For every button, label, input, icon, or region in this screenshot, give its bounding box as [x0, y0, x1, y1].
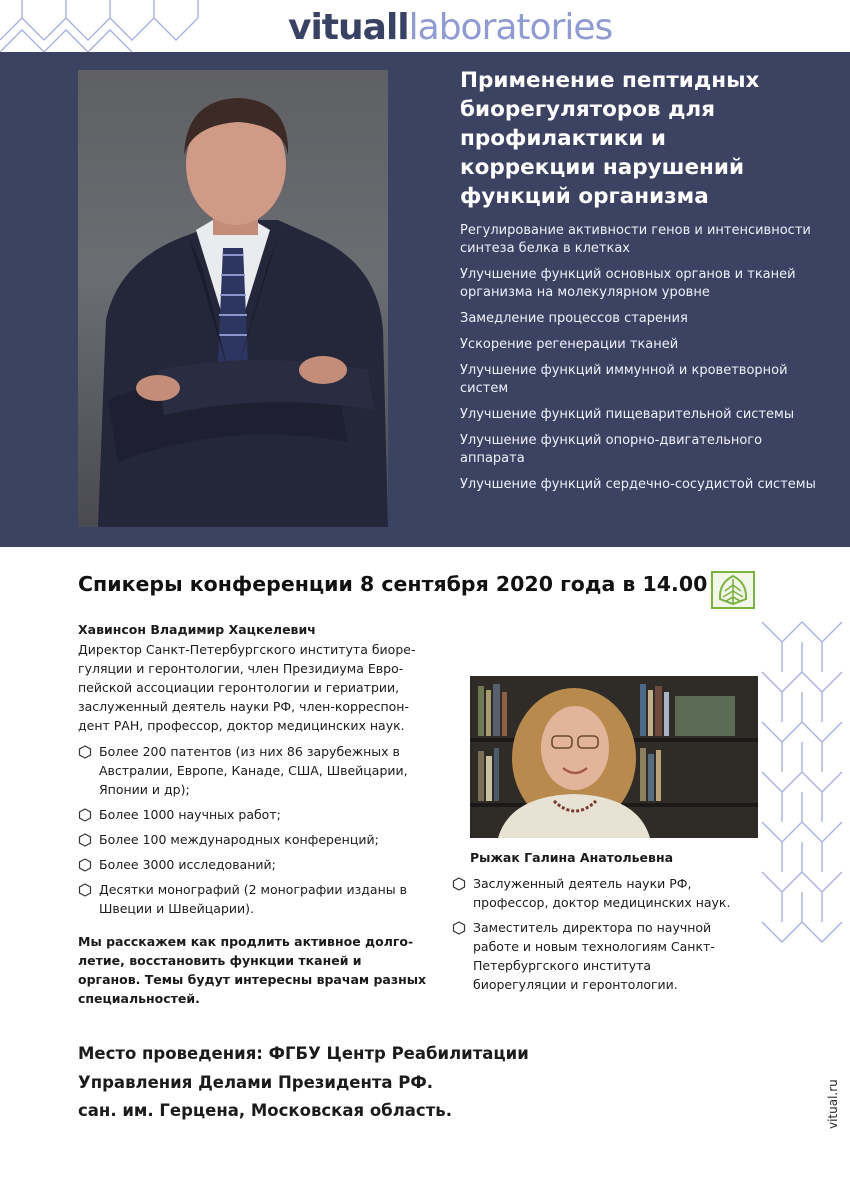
fact-item: [78, 855, 418, 874]
fact-text: Более 100 международных конференций;: [99, 832, 379, 847]
speaker-photo-second: [470, 676, 758, 838]
decor-pattern-top-left: [0, 0, 210, 52]
benefit-item: Улучшение функций сердечно-сосудистой системы: [460, 477, 816, 492]
hexagon-bullet-icon: [78, 833, 92, 847]
hexagon-bullet-icon: [78, 745, 92, 759]
hexagon-bullet-icon: [452, 877, 466, 891]
speaker2-facts: [452, 874, 732, 1000]
speaker-photo-main: [78, 70, 388, 527]
hexagon-bullet-icon: [78, 883, 92, 897]
brand-logo: [288, 6, 612, 50]
venue-info: [78, 1040, 598, 1126]
fact-item: [78, 742, 418, 799]
benefit-item: Улучшение функций иммунной и кроветворной систем: [460, 363, 788, 396]
website-link[interactable]: vitual.ru: [826, 1079, 840, 1129]
fact-item: [452, 918, 732, 994]
benefit-item: Улучшение функций основных органов и тканей организма на молекулярном уровне: [460, 267, 796, 300]
hero-title: Применение пептидных биорегуляторов для профилактики и коррекции нарушений функций организма: [460, 68, 760, 209]
venue-line: сан. им. Герцена, Московская область.: [78, 1101, 452, 1120]
speaker2-name: Рыжак Галина Анатольевна: [470, 850, 674, 865]
benefit-item: Замедление процессов старения: [460, 311, 688, 326]
brand-logo-part2: laboratories: [408, 7, 613, 48]
hexagon-bullet-icon: [78, 808, 92, 822]
brand-logo-part1: vituall: [288, 7, 409, 48]
decor-pattern-right: [752, 612, 850, 977]
venue-line: Управления Делами Президента РФ.: [78, 1072, 434, 1092]
fact-text: Более 200 патентов (из них 86 зарубежных в Австралии, Европе, Канаде, США, Швейцарии, Японии и др);: [99, 744, 408, 797]
speaker1-facts: [78, 742, 418, 924]
fact-text: Десятки монографий (2 монографии изданы в Швеции и Швейцарии).: [99, 882, 407, 916]
benefits-list: [460, 222, 820, 502]
benefit-item: Регулирование активности генов и интенсивности синтеза белка в клетках: [460, 223, 811, 256]
fact-item: [78, 830, 418, 849]
fact-text: Заслуженный деятель науки РФ, профессор, доктор медицинских наук.: [473, 876, 731, 910]
fact-item: [78, 880, 418, 918]
fact-text: Заместитель директора по научной работе и новым технологиям Санкт-Петербургского института биорегуляции и геронтологии.: [473, 920, 715, 992]
leaf-logo-icon: [711, 571, 755, 609]
fact-item: [452, 874, 732, 912]
benefit-item: Улучшение функций пищеварительной системы: [460, 407, 795, 422]
speaker1-name: Хавинсон Владимир Хацкелевич: [78, 622, 316, 637]
speaker1-bio: Директор Санкт-Петербургского института биорегуляции и геронтологии, член Президиума Европейской ассоциации геронтологии и гериатрии, заслуженный деятель науки РФ, член-корреспондент РАН, профессор, доктор медицинских наук.: [78, 642, 416, 733]
speakers-heading: Спикеры конференции 8 сентября 2020 года в 14.00: [78, 572, 708, 596]
benefit-item: Улучшение функций опорно-двигательного аппарата: [460, 433, 763, 466]
promo-text: Мы расскажем как продлить активное долголетие, восстановить функции тканей и органов. Темы будут интересны врачам разных специальностей.: [78, 934, 427, 1006]
venue-line: Место проведения: ФГБУ Центр Реабилитации: [78, 1044, 529, 1063]
benefit-item: Ускорение регенерации тканей: [460, 337, 679, 352]
fact-item: [78, 805, 418, 824]
fact-text: Более 1000 научных работ;: [99, 807, 281, 822]
fact-text: Более 3000 исследований;: [99, 857, 276, 872]
hexagon-bullet-icon: [452, 921, 466, 935]
hexagon-bullet-icon: [78, 858, 92, 872]
